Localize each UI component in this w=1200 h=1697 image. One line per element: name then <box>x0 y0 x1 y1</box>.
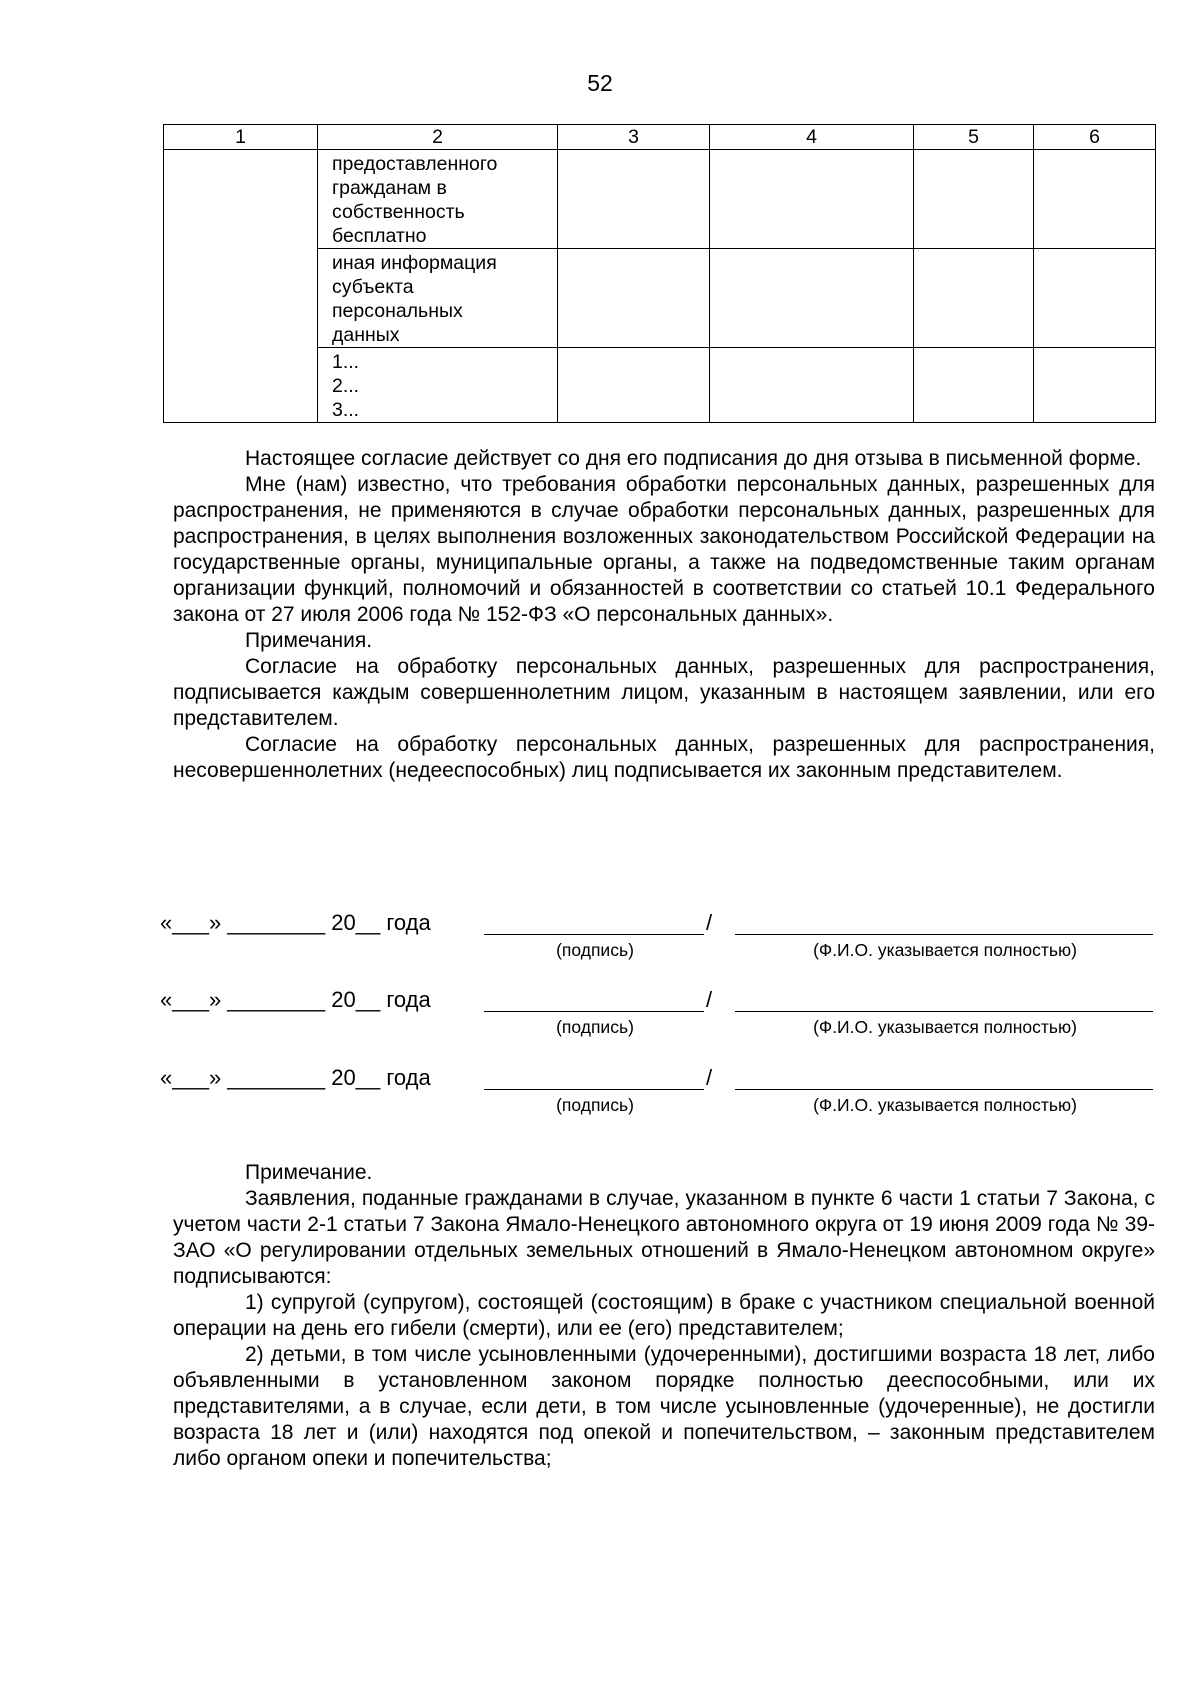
full-name-line[interactable] <box>735 1089 1153 1090</box>
paragraph: 2) детьми, в том числе усыновленными (удочеренными), достигшими возраста 18 лет, либо объявленными в установленном законом порядке полностью дееспособными, или их представителями, а в случае, если дети, в том числе усыновленные (удочеренные), не достигли возраста 18 лет и (или) находятся под опекой и попечительством, – законным представителем либо органом опеки и попечительства; <box>173 1343 1155 1470</box>
paragraph: Согласие на обработку персональных данных, разрешенных для распространения, подписывается каждым совершеннолетним лицом, указанным в настоящем заявлении, или его представителем. <box>173 655 1155 730</box>
signature-date: «___» ________ 20__ года <box>160 910 431 935</box>
paragraph: Настоящее согласие действует со дня его подписания до дня отзыва в письменной форме. <box>245 447 1142 470</box>
table-header-cell: 2 <box>318 125 558 150</box>
paragraph: 1) супругой (супругом), состоящей (состоящим) в браке с участником специальной военной операции на день его гибели (смерти), или ее (его) представителем; <box>173 1291 1155 1340</box>
signature-block <box>0 987 1200 1037</box>
notes-heading: Примечания. <box>245 629 373 652</box>
paragraph: Заявления, поданные гражданами в случае, указанном в пункте 6 части 1 статьи 7 Закона, с учетом части 2-1 статьи 7 Закона Ямало-Ненецкого автономного округа от 19 июня 2009 года № 39-ЗАО «О регулировании отдельных земельных отношений в Ямало-Ненецком автономном округе» подписываются: <box>173 1187 1155 1288</box>
table-cell <box>914 150 1034 249</box>
table-cell <box>164 150 318 423</box>
cell-text: данных <box>332 324 400 346</box>
table-header-cell: 4 <box>710 125 914 150</box>
cell-text: 3... <box>332 399 360 421</box>
table-cell <box>558 150 710 249</box>
full-name-label: (Ф.И.О. указывается полностью) <box>813 1095 1077 1115</box>
signature-block <box>0 910 1200 960</box>
table-cell <box>914 249 1034 348</box>
table-cell <box>710 249 914 348</box>
table-cell <box>1034 348 1156 423</box>
table-cell <box>318 249 558 348</box>
cell-text: предоставленного <box>332 153 498 175</box>
cell-text: персональных <box>332 300 463 322</box>
table-cell <box>318 348 558 423</box>
signature-slash: / <box>706 910 713 935</box>
full-name-line[interactable] <box>735 1011 1153 1012</box>
full-name-line[interactable] <box>735 934 1153 935</box>
note-title: Примечание. <box>245 1161 373 1184</box>
signature-label: (подпись) <box>556 940 634 960</box>
page-number: 52 <box>587 70 613 96</box>
note-section <box>173 1160 1155 1472</box>
signature-line[interactable] <box>484 1011 704 1012</box>
cell-text: собственность <box>332 201 465 223</box>
table-cell <box>914 348 1034 423</box>
table-header-row <box>164 125 1156 150</box>
signature-slash: / <box>706 987 713 1012</box>
table-header-cell: 5 <box>914 125 1034 150</box>
signature-line[interactable] <box>484 1089 704 1090</box>
table-header-cell: 1 <box>164 125 318 150</box>
signature-slash: / <box>706 1065 713 1090</box>
table-row <box>164 150 1156 249</box>
table-header-cell: 3 <box>558 125 710 150</box>
cell-text: субъекта <box>332 276 414 298</box>
table-cell <box>558 348 710 423</box>
full-name-label: (Ф.И.О. указывается полностью) <box>813 940 1077 960</box>
table-header-cell: 6 <box>1034 125 1156 150</box>
cell-text: гражданам в <box>332 177 447 199</box>
table-cell <box>318 150 558 249</box>
cell-text: 1... <box>332 351 360 373</box>
cell-text: 2... <box>332 375 360 397</box>
table-cell <box>558 249 710 348</box>
signature-block <box>0 1065 1200 1115</box>
table-cell <box>710 348 914 423</box>
table-cell <box>1034 249 1156 348</box>
signature-date: «___» ________ 20__ года <box>160 1065 431 1090</box>
cell-text: бесплатно <box>332 225 427 247</box>
table-cell <box>710 150 914 249</box>
signature-date: «___» ________ 20__ года <box>160 987 431 1012</box>
table-cell <box>1034 150 1156 249</box>
consent-text <box>173 446 1155 784</box>
paragraph: Согласие на обработку персональных данных, разрешенных для распространения, несовершеннолетних (недееспособных) лиц подписывается их законным представителем. <box>173 733 1155 782</box>
full-name-label: (Ф.И.О. указывается полностью) <box>813 1017 1077 1037</box>
data-table <box>163 124 1156 423</box>
signature-label: (подпись) <box>556 1017 634 1037</box>
signature-label: (подпись) <box>556 1095 634 1115</box>
signature-line[interactable] <box>484 934 704 935</box>
cell-text: иная информация <box>332 252 497 274</box>
paragraph: Мне (нам) известно, что требования обработки персональных данных, разрешенных для распространения, не применяются в случае обработки персональных данных, разрешенных для распространения, в целях выполнения возложенных законодательством Российской Федерации на государственные органы, муниципальные органы, а также на подведомственные таким органам организации функций, полномочий и обязанностей в соответствии со статьей 10.1 Федерального закона от 27 июля 2006 года № 152-ФЗ «О персональных данных». <box>173 473 1155 626</box>
